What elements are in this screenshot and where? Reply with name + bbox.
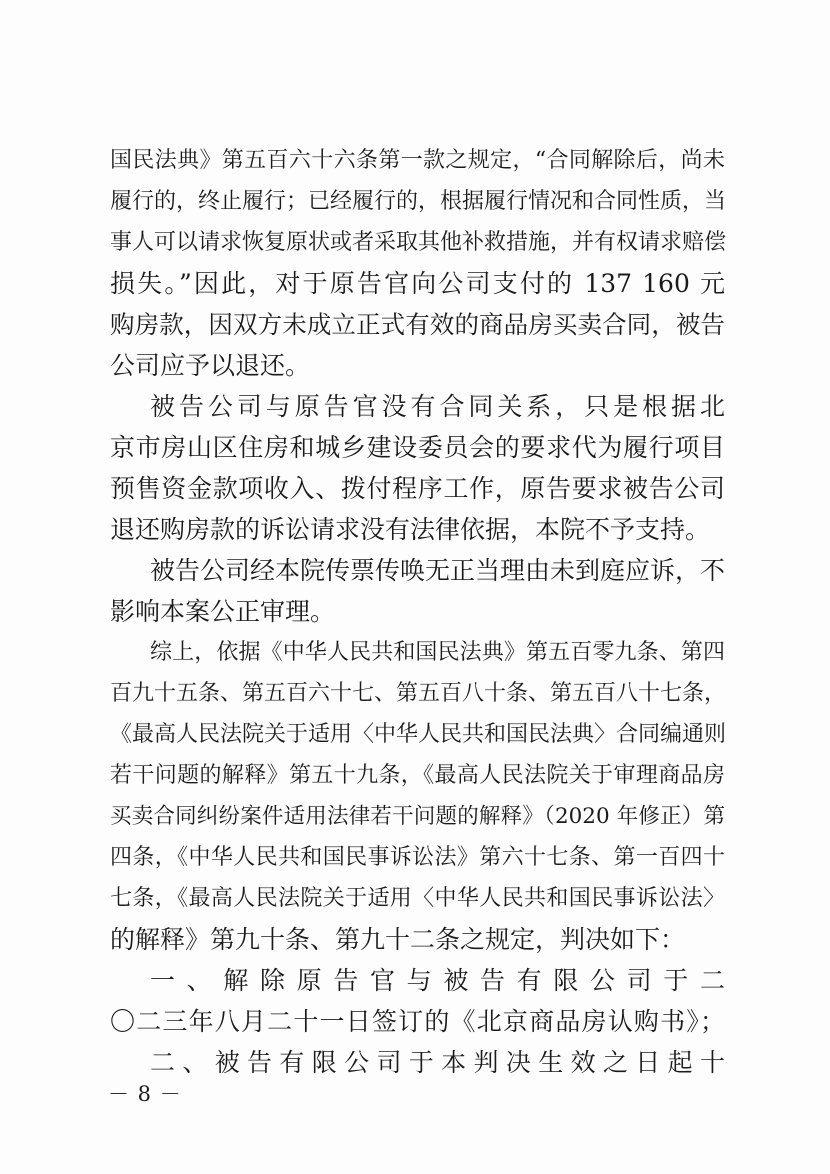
text-line: 京市房山区住房和城乡建设委员会的要求代为履行项目 bbox=[110, 433, 725, 462]
text-line: 买卖合同纠纷案件适用法律若干问题的解释》（2020 年修正）第 bbox=[110, 804, 725, 829]
text-line: 购房款，因双方未成立正式有效的商品房买卖合同，被告 bbox=[110, 310, 725, 339]
text-line: 国民法典》第五百六十六条第一款之规定，“合同解除后，尚未 bbox=[110, 148, 725, 173]
text-line: 百九十五条、第五百六十七、第五百八十条、第五百八十七条， bbox=[110, 681, 727, 706]
text-line: 被告公司与原告官没有合同关系，只是根据北 bbox=[150, 392, 725, 421]
text-line: 〇二三年八月二十一日签订的《北京商品房认购书》； bbox=[110, 1007, 725, 1036]
text-line: 四条，《中华人民共和国民事诉讼法》第六十七条、第一百四十 bbox=[110, 845, 725, 870]
text-line: 损失。”因此，对于原告官向公司支付的 137 160 元 bbox=[110, 269, 725, 298]
text-line: 七条，《最高人民法院关于适用〈中华人民共和国民事诉讼法〉 bbox=[110, 886, 725, 911]
text-line: 一、解除原告官与被告有限公司于二 bbox=[150, 966, 725, 995]
text-line: 预售资金款项收入、拨付程序工作，原告要求被告公司 bbox=[110, 474, 725, 503]
text-line: 二、被告有限公司于本判决生效之日起十 bbox=[150, 1048, 725, 1077]
text-line: 退还购房款的诉讼请求没有法律依据，本院不予支持。 bbox=[110, 515, 711, 544]
text-line: 的解释》第九十条、第九十二条之规定，判决如下： bbox=[110, 925, 686, 954]
text-line: 履行的，终止履行；已经履行的，根据履行情况和合同性质，当 bbox=[110, 189, 727, 214]
text-line: 被告公司经本院传票传唤无正当理由未到庭应诉，不 bbox=[150, 556, 726, 585]
text-line: 影响本案公正审理。 bbox=[110, 597, 336, 626]
text-line: 综上，依据《中华人民共和国民法典》第五百零九条、第四 bbox=[150, 640, 725, 665]
text-line: 公司应予以退还。 bbox=[110, 351, 311, 380]
page-number: － 8 － bbox=[108, 1082, 182, 1106]
text-line: 《最高人民法院关于适用〈中华人民共和国民法典〉合同编通则 bbox=[110, 722, 727, 747]
text-line: 事人可以请求恢复原状或者采取其他补救措施，并有权请求赔偿 bbox=[110, 230, 727, 255]
text-line: 若干问题的解释》第五十九条，《最高人民法院关于审理商品房 bbox=[110, 763, 725, 788]
